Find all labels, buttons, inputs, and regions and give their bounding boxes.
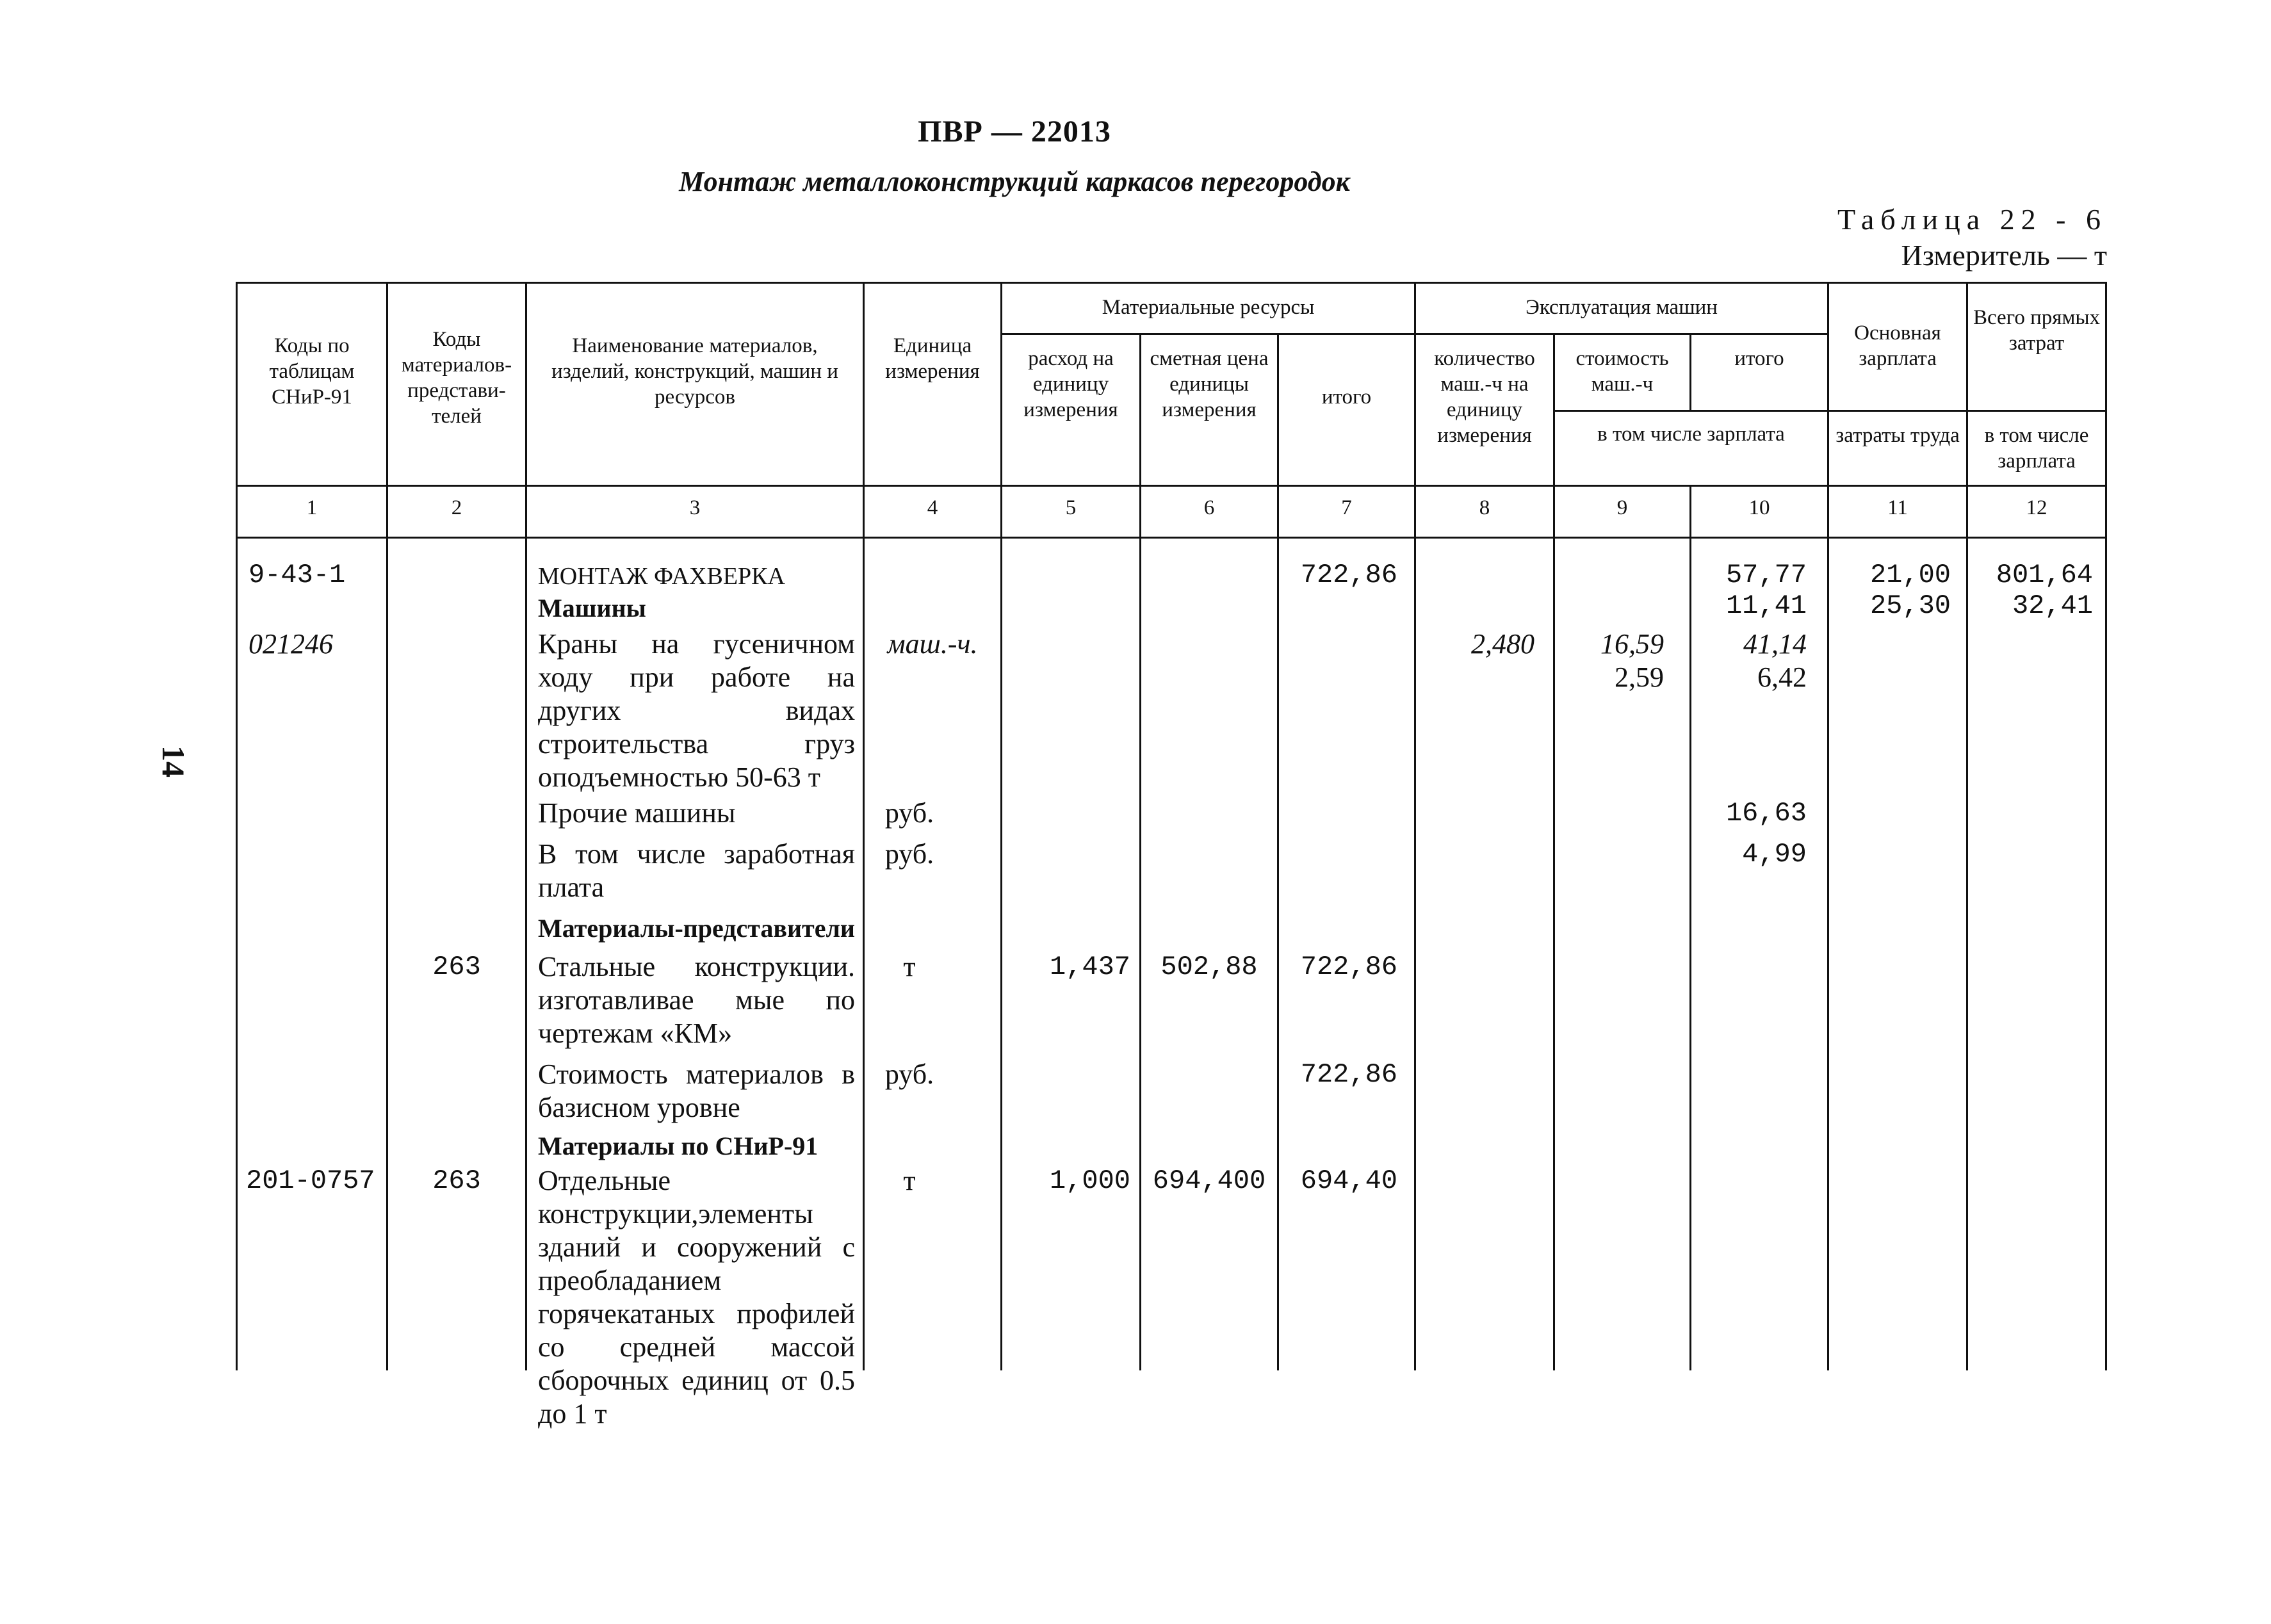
- document-title: Монтаж металлоконструкций каркасов перегородок: [679, 166, 1350, 197]
- row6-name: Материалы-представители: [538, 914, 855, 943]
- row10-code: 201-0757: [246, 1165, 375, 1196]
- col-number-3: 3: [689, 496, 701, 519]
- header-group-material: Материальные ресурсы: [1102, 296, 1315, 319]
- row5-unit: руб.: [884, 838, 934, 870]
- page-number: 14: [156, 745, 191, 777]
- row1-total7: 722,86: [1300, 560, 1397, 590]
- row10-col6: 694,400: [1152, 1165, 1266, 1196]
- row4-unit: руб.: [884, 797, 934, 829]
- row9-name: Материалы по СНиР-91: [538, 1132, 818, 1160]
- row8-name: Стоимость материалов в базисном уровне: [538, 1059, 855, 1123]
- header-col4: Единица измерения: [885, 334, 980, 383]
- row8-col7: 722,86: [1300, 1059, 1397, 1090]
- row7-unit: т: [903, 951, 916, 982]
- header-col3: Наименование материалов, изделий, конструкций, машин и ресурсов: [551, 334, 838, 409]
- row3-unit: маш.-ч.: [887, 628, 978, 660]
- col-number-6: 6: [1203, 496, 1215, 519]
- row4-col10: 16,63: [1725, 798, 1807, 829]
- row1-name: МОНТАЖ ФАХВЕРКА: [538, 563, 785, 590]
- header-col9: стоимость маш.-ч: [1575, 347, 1669, 396]
- header-col2: Коды материалов-представи-телей: [401, 328, 512, 428]
- table-label: Таблица 22 - 6: [1837, 203, 2107, 236]
- header-col7: итого: [1321, 386, 1372, 409]
- col-number-7: 7: [1341, 496, 1352, 519]
- row10-code2: 263: [432, 1165, 481, 1196]
- col-number-4: 4: [927, 496, 938, 519]
- header-col5: расход на единицу измерения: [1023, 347, 1118, 421]
- row8-unit: руб.: [884, 1059, 934, 1090]
- row10-col5: 1,000: [1049, 1165, 1130, 1196]
- row1-total10: 57,77: [1725, 560, 1807, 590]
- row10-name: Отдельные конструкции,элементы зданий и сооружений с преобладанием горячекатаных профилей со средней массой сборочных единиц от 0.5 до 1 т: [538, 1165, 855, 1429]
- row3-col9-salary: 2,59: [1615, 662, 1664, 693]
- row2-col12: 32,41: [2012, 590, 2093, 621]
- row7-name: Стальные конструкции. изготавливае мые по чертежам «КМ»: [538, 951, 855, 1049]
- col-number-12: 12: [2026, 496, 2047, 519]
- header-col11: Основная зарплата: [1854, 321, 1941, 370]
- col-number-9: 9: [1616, 496, 1628, 519]
- row4-name: Прочие машины: [538, 797, 736, 829]
- header-group-machines: Эксплуатация машин: [1526, 296, 1718, 319]
- row5-name: В том числе заработная плата: [538, 838, 855, 903]
- row7-col7: 722,86: [1300, 952, 1397, 982]
- header-col6: сметная цена единицы измерения: [1150, 347, 1269, 421]
- row7-col5: 1,437: [1049, 952, 1130, 982]
- row2-name: Машины: [538, 594, 646, 622]
- header-col1: Коды по таблицам СНиР-91: [269, 334, 355, 409]
- header-col8: количество маш.-ч на единицу измерения: [1434, 347, 1535, 447]
- header-col12-sub: в том числе зарплата: [1984, 424, 2089, 473]
- header-col12: Всего прямых затрат: [1973, 306, 2101, 355]
- row1-code: 9-43-1: [248, 560, 346, 590]
- row2-total10: 11,41: [1725, 590, 1807, 621]
- row3-col9: 16,59: [1600, 628, 1664, 660]
- document-code: ПВР — 22013: [918, 115, 1111, 149]
- row3-col10-salary: 6,42: [1757, 662, 1807, 693]
- row3-name: Краны на гусеничном ходу при работе на других видах строительства груз оподъемностью 50-63 т: [538, 628, 855, 793]
- row1-col11: 21,00: [1869, 560, 1951, 590]
- header-col11-sub: затраты труда: [1836, 424, 1960, 447]
- col-number-8: 8: [1479, 496, 1490, 519]
- col-number-10: 10: [1748, 496, 1770, 519]
- table-meter: Измеритель — т: [1901, 239, 2107, 272]
- row10-unit: т: [903, 1165, 916, 1196]
- row3-col10: 41,14: [1743, 628, 1807, 660]
- row3-code: 021246: [248, 628, 333, 660]
- row7-code2: 263: [432, 952, 481, 982]
- row2-col11: 25,30: [1869, 590, 1951, 621]
- row1-col12: 801,64: [1996, 560, 2093, 590]
- row7-col6: 502,88: [1160, 952, 1258, 982]
- row5-col10: 4,99: [1742, 839, 1807, 870]
- col-number-11: 11: [1887, 496, 1908, 519]
- header-col10: итого: [1734, 347, 1784, 370]
- col-number-2: 2: [451, 496, 462, 519]
- row3-col8: 2,480: [1471, 628, 1534, 660]
- col-number-1: 1: [306, 496, 318, 519]
- row10-col7: 694,40: [1300, 1165, 1397, 1196]
- col-number-5: 5: [1065, 496, 1077, 519]
- header-sub-9-10: в том числе зарплата: [1597, 423, 1785, 446]
